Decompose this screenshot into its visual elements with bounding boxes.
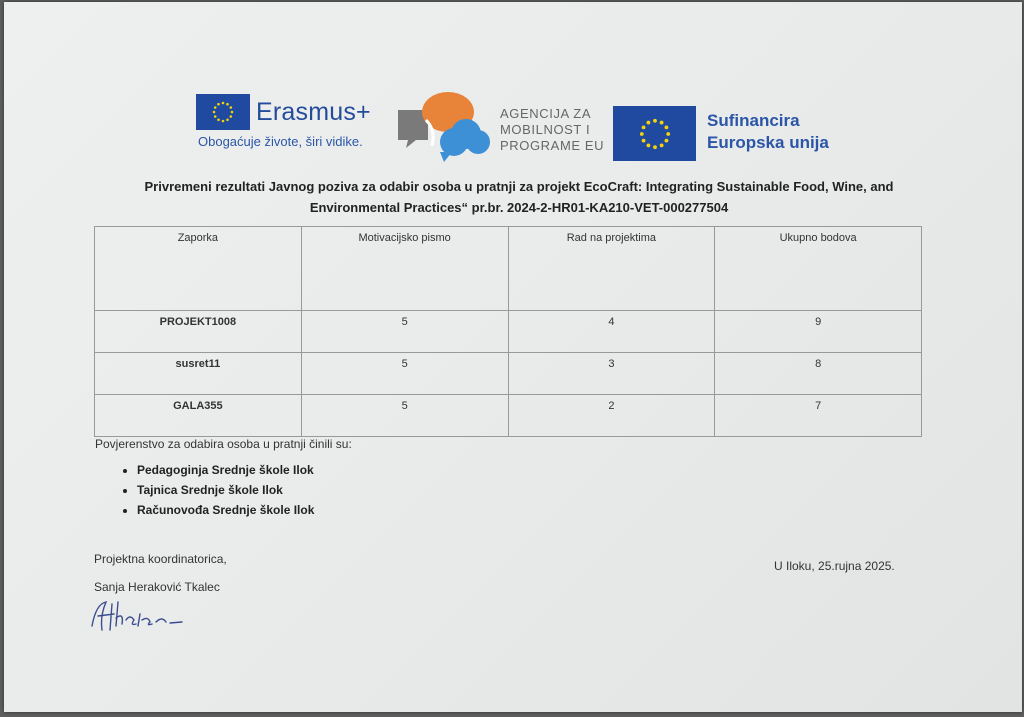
column-header: Ukupno bodova — [715, 227, 922, 311]
total-score: 9 — [715, 311, 922, 353]
candidate-code: PROJEKT1008 — [95, 311, 302, 353]
logo-header — [4, 2, 1022, 172]
agency-name: AGENCIJA ZA MOBILNOST I PROGRAME EU — [500, 106, 605, 153]
table-row — [95, 395, 922, 437]
list-item: • Tajnica Srednje škole Ilok — [137, 480, 314, 500]
document-title: Privremeni rezultati Javnog poziva za odabir osoba u pratnji za projekt EcoCraft: Integrating Sustainable Food, Wine, and Environmental Practices“ pr.br. 2024-2-HR01-KA210-VET-000277504 — [144, 179, 894, 215]
eu-funding-text: Sufinancira Europska unija — [707, 111, 829, 152]
column-header: Rad na projektima — [508, 227, 715, 311]
projects-score: 2 — [508, 395, 715, 437]
projects-score: 4 — [508, 311, 715, 353]
motivation-score: 5 — [301, 395, 508, 437]
agency-logo — [396, 90, 606, 166]
erasmus-logo — [196, 94, 376, 154]
candidate-code: GALA355 — [95, 395, 302, 437]
total-score: 8 — [715, 353, 922, 395]
handwritten-signature — [86, 596, 196, 636]
document-page — [4, 2, 1022, 712]
column-header: Motivacijsko pismo — [301, 227, 508, 311]
eu-flag-icon — [613, 106, 696, 161]
eu-flag-icon — [196, 94, 250, 130]
eu-funding-logo — [613, 106, 873, 162]
committee-list — [117, 460, 314, 520]
table-row — [95, 311, 922, 353]
column-header: Zaporka — [95, 227, 302, 311]
list-item: • Računovođa Srednje škole Ilok — [137, 500, 314, 520]
motivation-score: 5 — [301, 353, 508, 395]
projects-score: 3 — [508, 353, 715, 395]
committee-intro: Povjerenstvo za odabira osoba u pratnji činili su: — [95, 437, 352, 451]
coordinator-role: Projektna koordinatorica, — [94, 552, 227, 566]
list-item: • Pedagoginja Srednje škole Ilok — [137, 460, 314, 480]
table-header-row — [95, 227, 922, 311]
table-row — [95, 353, 922, 395]
erasmus-wordmark: Erasmus+ — [256, 98, 371, 126]
candidate-code: susret11 — [95, 353, 302, 395]
speech-bubbles-icon — [396, 90, 496, 166]
motivation-score: 5 — [301, 311, 508, 353]
total-score: 7 — [715, 395, 922, 437]
place-date: U Iloku, 25.rujna 2025. — [774, 559, 895, 573]
erasmus-tagline: Obogaćuje živote, širi vidike. — [198, 134, 363, 149]
results-table — [94, 226, 922, 437]
coordinator-name: Sanja Heraković Tkalec — [94, 580, 220, 594]
